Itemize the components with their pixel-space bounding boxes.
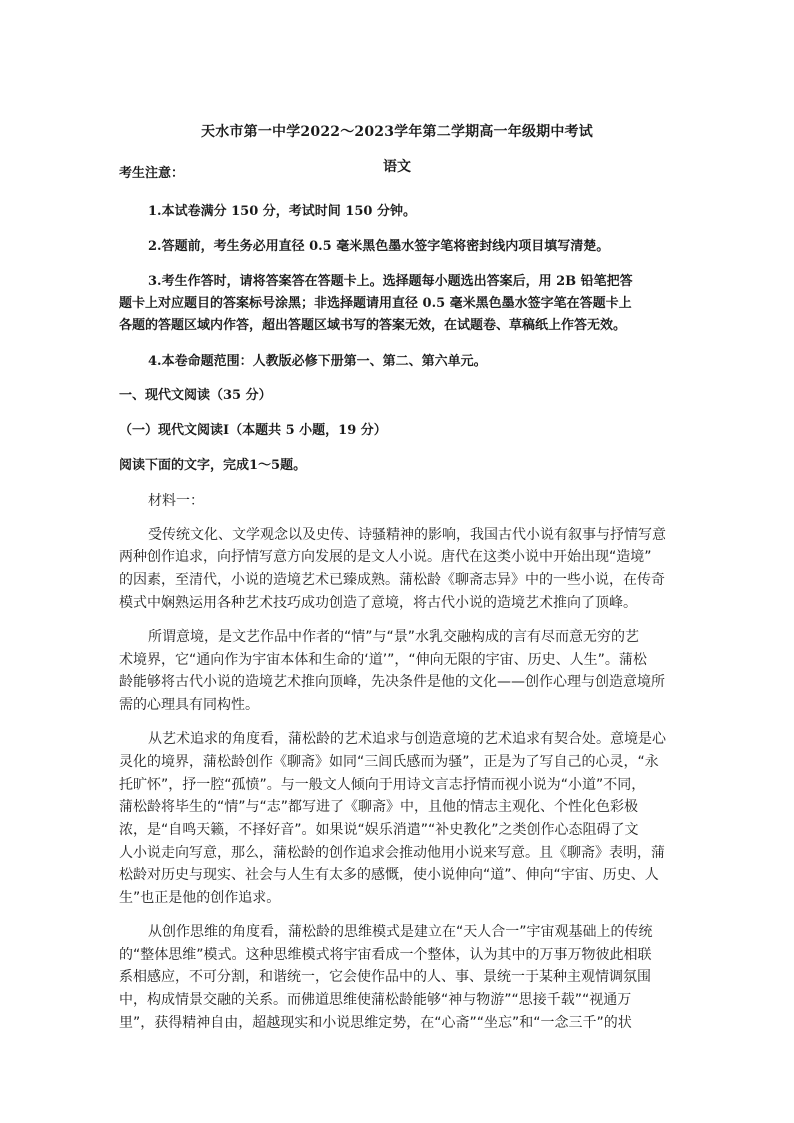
paragraph-4-line-1: 从创作思维的角度看，蒲松龄的思维模式是建立在“天人合一”宇宙观基础上的传统 (148, 924, 653, 940)
paragraph-1-line-3: 的因素，至清代，小说的造境艺术已臻成熟。蒲松龄《聊斋志异》中的一些小说，在传奇 (119, 572, 665, 588)
notice-item-1: 1.本试卷满分 150 分，考试时间 150 分钟。 (148, 204, 416, 219)
paragraph-2-line-4: 需的心理具有同构性。 (119, 697, 259, 713)
exam-subject: 语文 (383, 159, 411, 175)
section-subheading: （一）现代文阅读Ⅰ（本题共 5 小题，19 分） (119, 423, 387, 438)
paragraph-3-line-4: 蒲松龄将毕生的“情”与“志”都写进了《聊斋》中，且他的情志主观化、个性化色彩极 (119, 799, 639, 815)
notice-item-2: 2.答题前，考生务必用直径 0.5 毫米黑色墨水签字笔将密封线内项目填写清楚。 (148, 239, 610, 254)
paragraph-3-line-7: 松龄对历史与现实、社会与人生有太多的感慨，使小说伸向“道”、伸向“宇宙、历史、人 (119, 867, 659, 883)
notice-item-3-line-3: 各题的答题区域内作答，超出答题区域书写的答案无效，在试题卷、草稿纸上作答无效。 (119, 318, 627, 333)
paragraph-3-line-5: 浓，是“自鸣天籁，不择好音”。如果说“娱乐消遣”“补史教化”之类创作心态阻碍了文 (119, 822, 639, 838)
notice-item-3-line-1: 3.考生作答时，请将答案答在答题卡上。选择题每小题选出答案后，用 2B 铅笔把答 (148, 274, 633, 289)
paragraph-4-line-4: 中，构成情景交融的关系。而佛道思维使蒲松龄能够“神与物游”“思接千载”“视通万 (119, 992, 632, 1008)
section-heading: 一、现代文阅读（35 分） (119, 388, 272, 403)
section-instruction: 阅读下面的文字，完成1～5题。 (119, 458, 307, 473)
notice-item-4: 4.本卷命题范围：人教版必修下册第一、第二、第六单元。 (148, 354, 487, 369)
exam-title: 天水市第一中学2022～2023学年第二学期高一年级期中考试 (201, 124, 593, 140)
paragraph-3-line-6: 人小说走向写意，那么，蒲松龄的创作追求会推动他用小说来写意。且《聊斋》表明，蒲 (119, 845, 665, 861)
paragraph-4-line-3: 系相感应，不可分割，和谐统一，它会使作品中的人、事、景统一于某种主观情调氛围 (119, 969, 651, 985)
paragraph-2-line-2: 术境界，它“通向作为宇宙本体和生命的‘道’”，“伸向无限的宇宙、历史、人生”。蒲松 (119, 652, 647, 668)
paragraph-4-line-5: 里”，获得精神自由，超越现实和小说思维定势，在“心斋”“坐忘”和“一念三千”的状 (119, 1015, 632, 1031)
paragraph-2-line-1: 所谓意境，是文艺作品中作者的“情”与“景”水乳交融构成的言有尽而意无穷的艺 (148, 629, 640, 645)
paragraph-1-line-4: 模式中娴熟运用各种艺术技巧成功创造了意境，将古代小说的造境艺术推向了顶峰。 (119, 595, 637, 611)
paragraph-3-line-3: 托旷怀”，抒一腔“孤愤”。与一般文人倾向于用诗文言志抒情而视小说为“小道”不同， (119, 777, 646, 793)
paragraph-2-line-3: 龄能够将古代小说的造境艺术推向顶峰，先决条件是他的文化——创作心理与创造意境所 (119, 674, 665, 690)
paragraph-4-line-2: 的“整体思维”模式。这种思维模式将宇宙看成一个整体，认为其中的万事万物彼此相联 (119, 947, 652, 963)
paragraph-3-line-8: 生”也正是他的创作追求。 (119, 890, 281, 906)
notice-item-3-line-2: 题卡上对应题目的答案标号涂黑；非选择题请用直径 0.5 毫米黑色墨水签字笔在答题卡上 (119, 296, 632, 311)
material-label: 材料一： (148, 493, 204, 509)
paragraph-1-line-1: 受传统文化、文学观念以及史传、诗骚精神的影响，我国古代小说有叙事与抒情写意 (148, 527, 666, 543)
notice-heading: 考生注意： (119, 166, 185, 181)
paragraph-3-line-2: 灵化的境界，蒲松龄创作《聊斋》如同“三闾氏感而为骚”，正是为了写自己的心灵，“永 (119, 754, 659, 770)
paragraph-3-line-1: 从艺术追求的角度看，蒲松龄的艺术追求与创造意境的艺术追求有契合处。意境是心 (148, 731, 666, 747)
paragraph-1-line-2: 两种创作追求，向抒情写意方向发展的是文人小说。唐代在这类小说中开始出现“造境” (119, 549, 652, 565)
